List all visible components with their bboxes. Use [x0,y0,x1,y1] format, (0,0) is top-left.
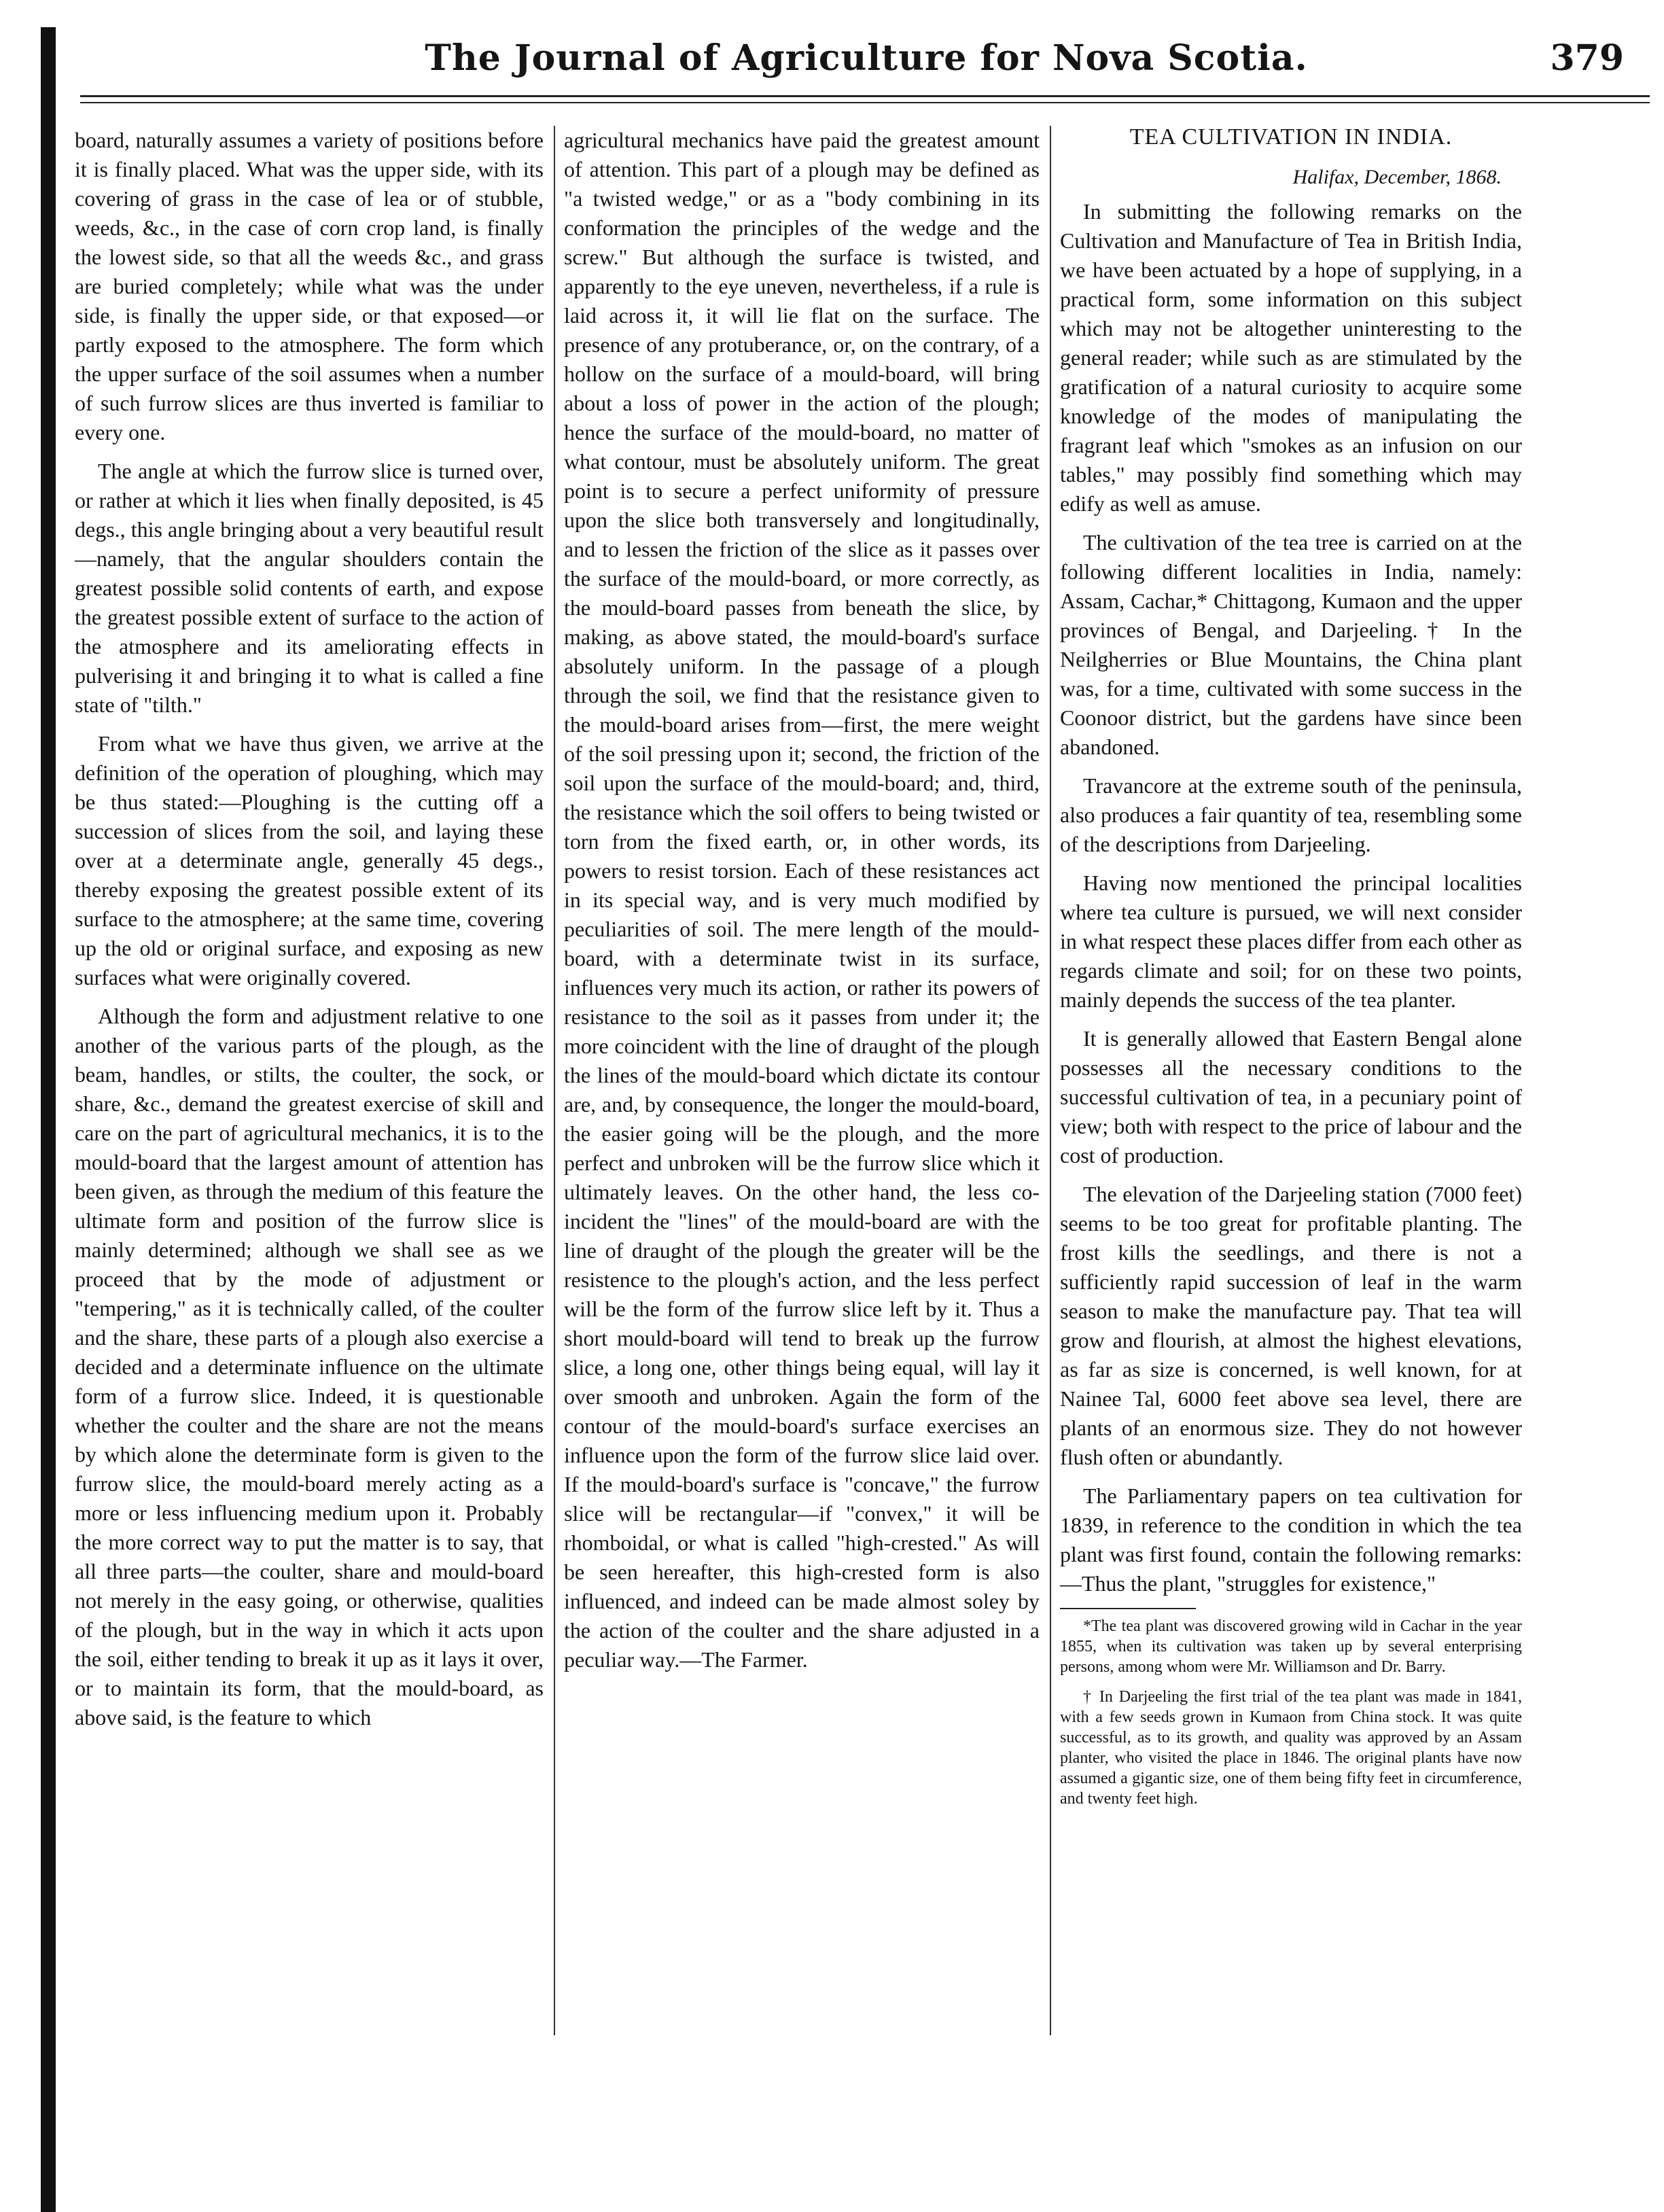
footnote-1: *The tea plant was discovered growing wild in Cachar in the year 1855, when its cultivation was taken up by several enterprising persons, among whom were Mr. Williamson and Dr. Barry. [1060,1617,1522,1676]
column-2 [564,126,1040,1684]
col2-paragraph-1: agricultural mechanics have paid the greatest amount of attention. This part of a plough may be defined as "a twisted wedge," or as a "body combining in its conformation the principles of the wedge and the screw." But although the surface is twisted, and apparently to the eye uneven, nevertheless, if a rule is laid across it, it will lie flat on the surface. The presence of any protuberance, or, on the contrary, of a hollow on the surface of a mould-board, will bring about a loss of power in the action of the plough; hence the surface of the mould-board, no matter of what contour, must be absolutely uniform. The great point is to secure a perfect uniformity of pressure upon the slice both transversely and longitudinally, and to lessen the friction of the slice as it passes over the surface of the mould-board, or more correctly, as the mould-board passes from beneath the slice, by making, as above stated, the mould-board's surface absolutely uniform. In the passage of a plough through the soil, we find that the resistance given to the mould-board arises from—first, the mere weight of the soil pressing upon it; second, the friction of the soil upon the surface of the mould-board; and, third, the resistance which the soil offers to being twisted or torn from the fixed earth, or, in other words, its powers to resist torsion. Each of these resistances act in its special way, and is very much modified by peculiarities of soil. The mere length of the mould-board, with a determinate twist in its surface, influences very much its action, or rather its powers of resistance to the soil as it passes from under it; the more coincident with the line of draught of the plough the lines of the mould-board which dictate its contour are, and, by consequence, the longer the mould-board, the easier going will be the plough, and the more perfect and unbroken will be the furrow slice which it ultimately leaves. On the other hand, the less co-incident the "lines" of the mould-board are with the line of draught of the plough the greater will be the resistence to the plough's action, and the less perfect will be the form of the furrow slice left by it. Thus a short mould-board will tend to break up the furrow slice, a long one, other things being equal, will lay it over smooth and unbroken. Again the form of the contour of the mould-board's surface exercises an influence upon the form of the furrow slice laid over. If the mould-board's surface is "concave," the furrow slice will be rectangular—if "convex," it will be rhomboidal, or what is called "high-crested." As will be seen hereafter, this high-crested form is also influenced, and indeed can be made almost soley by the action of the coulter and the share adjusted in a peculiar way.—The Farmer. [564,128,1040,1672]
col3-paragraph-2: The cultivation of the tea tree is carried on at the following different localities in India, namely: Assam, Cachar,* Chittagong, Kumaon and the upper provinces of Bengal, and Darjeeling.† In the Neilgherries or Blue Mountains, the China plant was, for a time, cultivated with some success in the Coonoor district, but the gardens have since been abandoned. [1060,530,1522,759]
footnote-rule [1060,1608,1196,1609]
page-number: 379 [1550,37,1624,79]
col3-paragraph-5: It is generally allowed that Eastern Bengal alone possesses all the necessary conditions to the successful cultivation of tea, in a pecuniary point of view; both with respect to the price of labour and the cost of production. [1060,1026,1522,1168]
col1-paragraph-3: From what we have thus given, we arrive at the definition of the operation of ploughing, which may be thus stated:—Ploughing is the cutting off a succession of slices from the soil, and laying these over at a determinate angle, generally 45 degs., thereby exposing the greatest possible extent of its surface to the atmosphere; at the same time, covering up the old or original surface, and exposing as new surfaces what were originally covered. [75,731,544,989]
journal-title: The Journal of Agriculture for Nova Scotia. [425,37,1308,79]
col1-paragraph-1: board, naturally assumes a variety of positions before it is finally placed. What was the upper side, with its covering of grass in the case of lea or of stubble, weeds, &c., in the case of corn crop land, is finally the lowest side, so that all the weeds &c., and grass are buried completely; while what was the under side, is finally the upper side, or that exposed—or partly exposed to the atmosphere. The form which the upper surface of the soil assumes when a number of such furrow slices are thus inverted is familiar to every one. [75,128,544,444]
page-edge-shadow [41,27,56,2212]
column-1 [75,126,544,1742]
column-3 [1060,122,1522,1819]
page-header [82,37,1651,92]
header-rule-bottom [80,102,1650,103]
article-title: TEA CULTIVATION IN INDIA. [1129,124,1453,150]
header-rule-top [80,95,1650,97]
column-divider-1 [554,126,555,2035]
col3-paragraph-7: The Parliamentary papers on tea cultivation for 1839, in reference to the condition in which the tea plant was first found, contain the following remarks:—Thus the plant, "struggles for existence," [1060,1484,1522,1596]
col3-paragraph-3: Travancore at the extreme south of the peninsula, also produces a fair quantity of tea, resembling some of the descriptions from Darjeeling. [1060,773,1522,856]
article-dateline: Halifax, December, 1868. [1292,166,1502,188]
footnote-2: † In Darjeeling the first trial of the tea plant was made in 1841, with a few seeds grown in Kumaon from China stock. It was quite successful, as to its growth, and quality was approved by an Assam planter, who visited the place in 1846. The original plants have now assumed a gigantic size, one of them being fifty feet in circumference, and twenty feet high. [1060,1688,1522,1808]
col3-paragraph-4: Having now mentioned the principal localities where tea culture is pursued, we will next consider in what respect these places differ from each other as regards climate and soil; for on these two points, mainly depends the success of the tea planter. [1060,871,1522,1012]
col1-paragraph-4: Although the form and adjustment relative to one another of the various parts of the plough, as the beam, handles, or stilts, the coulter, the sock, or share, &c., demand the greatest exercise of skill and care on the part of agricultural mechanics, it is to the mould-board that the largest amount of attention has been given, as through the medium of this feature the ultimate form and position of the furrow slice is mainly determined; although we shall see as we proceed that by the mode of adjustment or "tempering," as it is technically called, of the coulter and the share, these parts of a plough also exercise a decided and a determinate influence on the ultimate form of a furrow slice. Indeed, it is questionable whether the coulter and the share are not the means by which alone the determinate form is given to the furrow slice, the mould-board merely acting as a more or less influencing medium upon it. Probably the more correct way to put the matter is to say, that all three parts—the coulter, share and mould-board not merely in the easy going, or otherwise, qualities of the plough, but in the way in which it acts upon the soil, either tending to break it up as it lays it over, or to maintain its form, that the mould-board, as above said, is the feature to which [75,1004,544,1730]
column-divider-2 [1050,126,1051,2035]
col3-paragraph-1: In submitting the following remarks on the Cultivation and Manufacture of Tea in British India, we have been actuated by a hope of supplying, in a practical form, some information on this subject which may not be altogether uninteresting to the general reader; while such as are stimulated by the gratification of a natural curiosity to acquire some knowledge of the modes of manipulating the fragrant leaf which "smokes as an infusion on our tables," may possibly find something which may edify as well as amuse. [1060,199,1522,516]
col1-paragraph-2: The angle at which the furrow slice is turned over, or rather at which it lies when finally deposited, is 45 degs., this angle bringing about a very beautiful result—namely, that the angular shoulders contain the greatest possible solid contents of earth, and expose the greatest possible extent of surface to the action of the atmosphere and its ameliorating effects in pulverising it and bringing it to what is called a fine state of "tilth." [75,459,544,717]
col3-paragraph-6: The elevation of the Darjeeling station (7000 feet) seems to be too great for profitable planting. The frost kills the seedlings, and there is not a sufficiently rapid succession of leaf in the warm season to make the manufacture pay. That tea will grow and flourish, at almost the highest elevations, as far as size is concerned, is well known, for at Nainee Tal, 6000 feet above sea level, there are plants of an enormous size. They do not however flush often or abundantly. [1060,1182,1522,1469]
